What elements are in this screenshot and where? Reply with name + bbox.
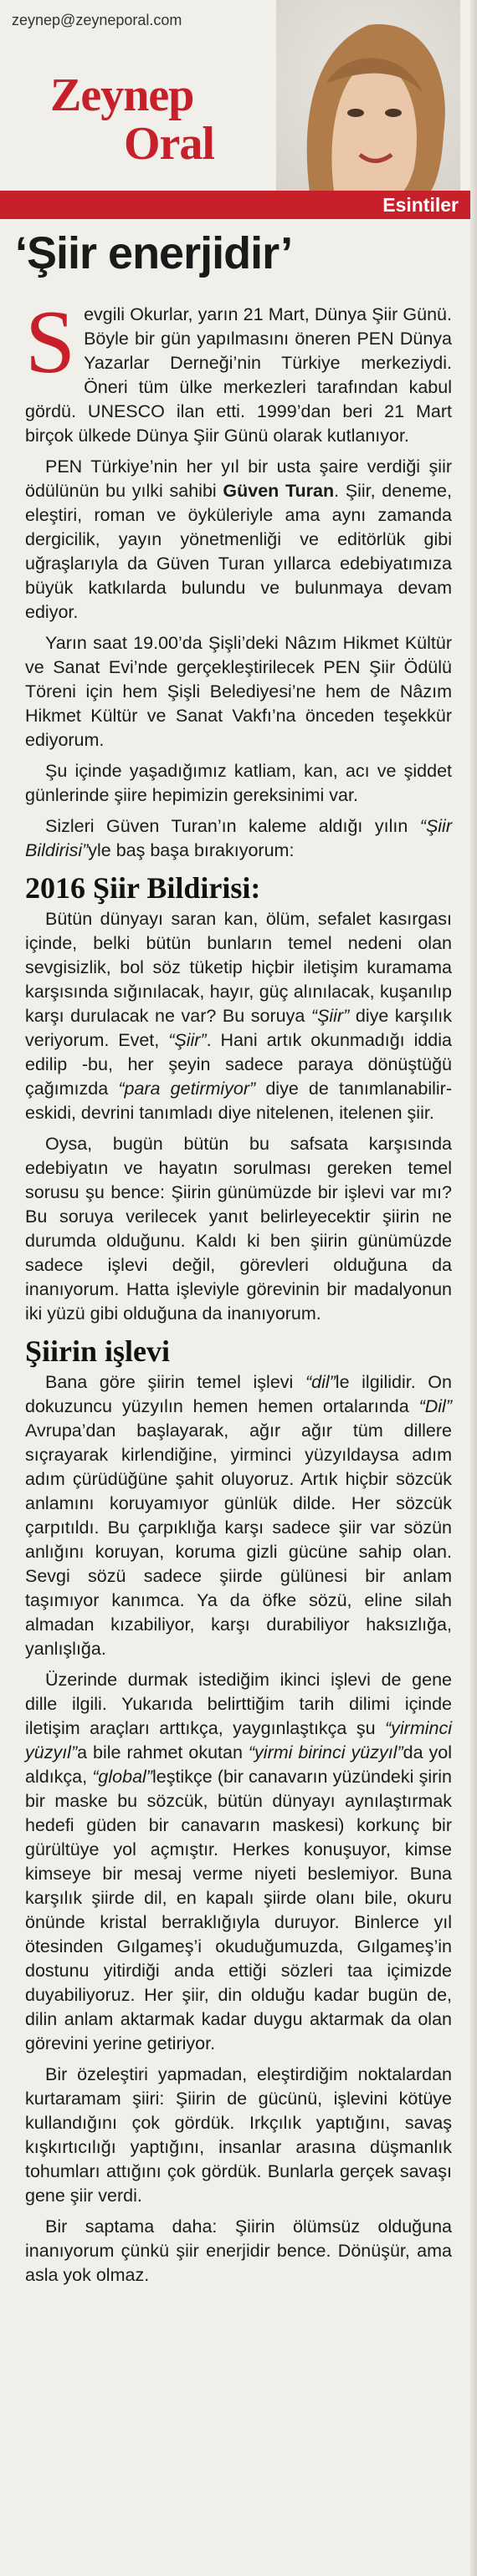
- paragraph-8: Bana göre şiirin temel işlevi “dil”le ilgilidir. On dokuzuncu yüzyılın hemen hemen ortalarında “Dil” Avrupa’dan başlayarak, ağır ağır tüm dillere sıçrayarak kirlendiğine, yirminci yüzyıldaysa adım adım çürüdüğüne şahit oluyoruz. Artık hiçbir sözcük anlamını koruyamıyor günlük dilde. Her sözcük çarpıtıldı. Bu çarpıklığa karşı sadece şiir var sözün anlığını koruyan, koruma gizli gücüne sahip olan. Sevgi sözü sadece şiirde gülünesi bir anlam taşımıyor kanımca. Ya da öfke sözü, eline silah almadan kızabiliyor, karşı durabiliyor haksızlığa, yanlışlığa.: [25, 1372, 452, 1659]
- article-headline: ‘Şiir enerjidir’: [15, 228, 293, 278]
- author-portrait: [276, 0, 460, 201]
- paragraph-11: Bir saptama daha: Şiirin ölümsüz olduğuna inanıyorum çünkü şiir enerjidir bence. Dönüşür, ama asla yok olmaz.: [25, 2216, 452, 2285]
- author-first-name: Zeynep: [50, 69, 194, 121]
- paragraph-4: Şu içinde yaşadığımız katliam, kan, acı ve şiddet günlerinde şiire hepimizin gereksinimi var.: [25, 761, 452, 805]
- paragraph-2: PEN Türkiye’nin her yıl bir usta şaire verdiği şiir ödülünün bu yılki sahibi Güven Turan. Şiir, deneme, eleştiri, roman ve öyküleriyle ama aynı zamanda dergicilik, yayın yönetmenliği ve editörlük gibi uğraşlarıyla da Güven Turan yıllarca edebiyatımıza büyük katkılarda bulundu ve bulunmaya devam ediyor.: [25, 457, 452, 622]
- subheading-function: Şiirin işlevi: [25, 1334, 171, 1368]
- article-body: [25, 293, 453, 2294]
- subheading-manifesto: 2016 Şiir Bildirisi:: [25, 871, 261, 905]
- column-header: [0, 0, 477, 226]
- paragraph-5: Sizleri Güven Turan’ın kaleme aldığı yılın “Şiir Bildirisi”yle baş başa bırakıyorum:: [25, 816, 452, 860]
- paragraph-7: Oysa, bugün bütün bu safsata karşısında edebiyatın ve hayatın sorulması gereken temel sorusu şu bence: Şiirin günümüzde bir işlevi var mı? Bu soruya verilecek yanıt belirleyecektir şiirin ne durumda olduğunu. Kaldı ki ben şiirin günümüzde sadece işlevi değil, görevleri olduğuna da inanıyorum. Hatta işleviyle görevinin bir madalyonun iki yüzü gibi olduğuna da inanıyorum.: [25, 1134, 452, 1324]
- column-band: [0, 191, 477, 219]
- author-last-name: Oral: [124, 118, 214, 170]
- paragraph-1: Sevgili Okurlar, yarın 21 Mart, Dünya Şiir Günü. Böyle bir gün yapılmasını öneren PEN Dünya Yazarlar Derneği’nin Türkiye merkeziydi. Öneri tüm ülke merkezleri tarafından kabul gördü. UNESCO ilan etti. 1999’dan beri 21 Mart birçok ülkede Dünya Şiir Günü olarak kutlanıyor.: [25, 293, 452, 446]
- laureate-name: Güven Turan: [223, 481, 335, 501]
- drop-cap: S: [25, 293, 76, 392]
- paragraph-9: Üzerinde durmak istediğim ikinci işlevi de gene dille ilgili. Yukarıda belirttiğim tarih dilimi içinde iletişim araçları arttıkça, yaygınlaştıkça şu “yirminci yüzyıl”a bile rahmet okutan “yirmi birinci yüzyıl”da yol aldıkça, “global”leştikçe (bir canavarın yüzündeki şirin bir maske bu sözcük, bütün dünyayı aynılaştırmak hedefi güden bir canavarın maskesi) korkunç bir gürültüye yol açmıştır. Herkes konuşuyor, kimse kimseye bir mesaj verme niyeti beslemiyor. Buna karşılık şiirde dil, en kapalı şiirde olanı bile, okuru önünde kristal berraklığıyla duruyor. Binlerce yıl ötesinden Gılgameş’i okuduğumuzda, Gılgameş’in dostunu yitirdiği anda ettiği sözleri taa içimizde duyabiliyoruz. Her şiir, din olduğu kadar bugün de, dilin anlam aktarmak kadar duygu aktarmak da olan görevini yerine getiriyor.: [25, 1670, 453, 2053]
- author-email[interactable]: zeynep@zeyneporal.com: [12, 12, 182, 28]
- column-label: Esintiler: [382, 194, 459, 216]
- paragraph-6: Bütün dünyayı saran kan, ölüm, sefalet kasırgası içinde, belki bütün bunların temel nedeni olan sevgisizlik, bol söz tüketip hiçbir iletişim kuramama karşısında sığınılacak, hayır, güç alınılacak, kuşanılıp karşı durulacak ne var? Bu soruya “Şiir” diye karşılık veriyorum. Evet, “Şiir”. Hani artık okunmadığı iddia edilip -bu, her şeyin sadece paraya dönüştüğü çağımızda “para getirmiyor” diye de tanımlanabilir- eskidi, devrini tanımladı diye nitelenen, itelenen şiir.: [25, 909, 452, 1123]
- page-edge: [470, 0, 477, 2576]
- paragraph-10: Bir özeleştiri yapmadan, eleştirdiğim noktalardan kurtaramam şiiri: Şiirin de gücünü, işlevini kötüye kullandığını çok gördük. Irkçılık yaptığını, savaş kışkırtıcılığı yaptığını, insanlar arasına düşmanlık tohumları attığını çok gördük. Bunlarla gerçek savaşı gene şiir verdi.: [25, 2064, 452, 2206]
- paragraph-3: Yarın saat 19.00’da Şişli’deki Nâzım Hikmet Kültür ve Sanat Evi’nde gerçekleştirilecek PEN Şiir Ödülü Töreni için hem Şişli Belediyesi’ne hem de Nâzım Hikmet Kültür ve Sanat Vakfı’na önceden teşekkür ediyorum.: [25, 633, 452, 750]
